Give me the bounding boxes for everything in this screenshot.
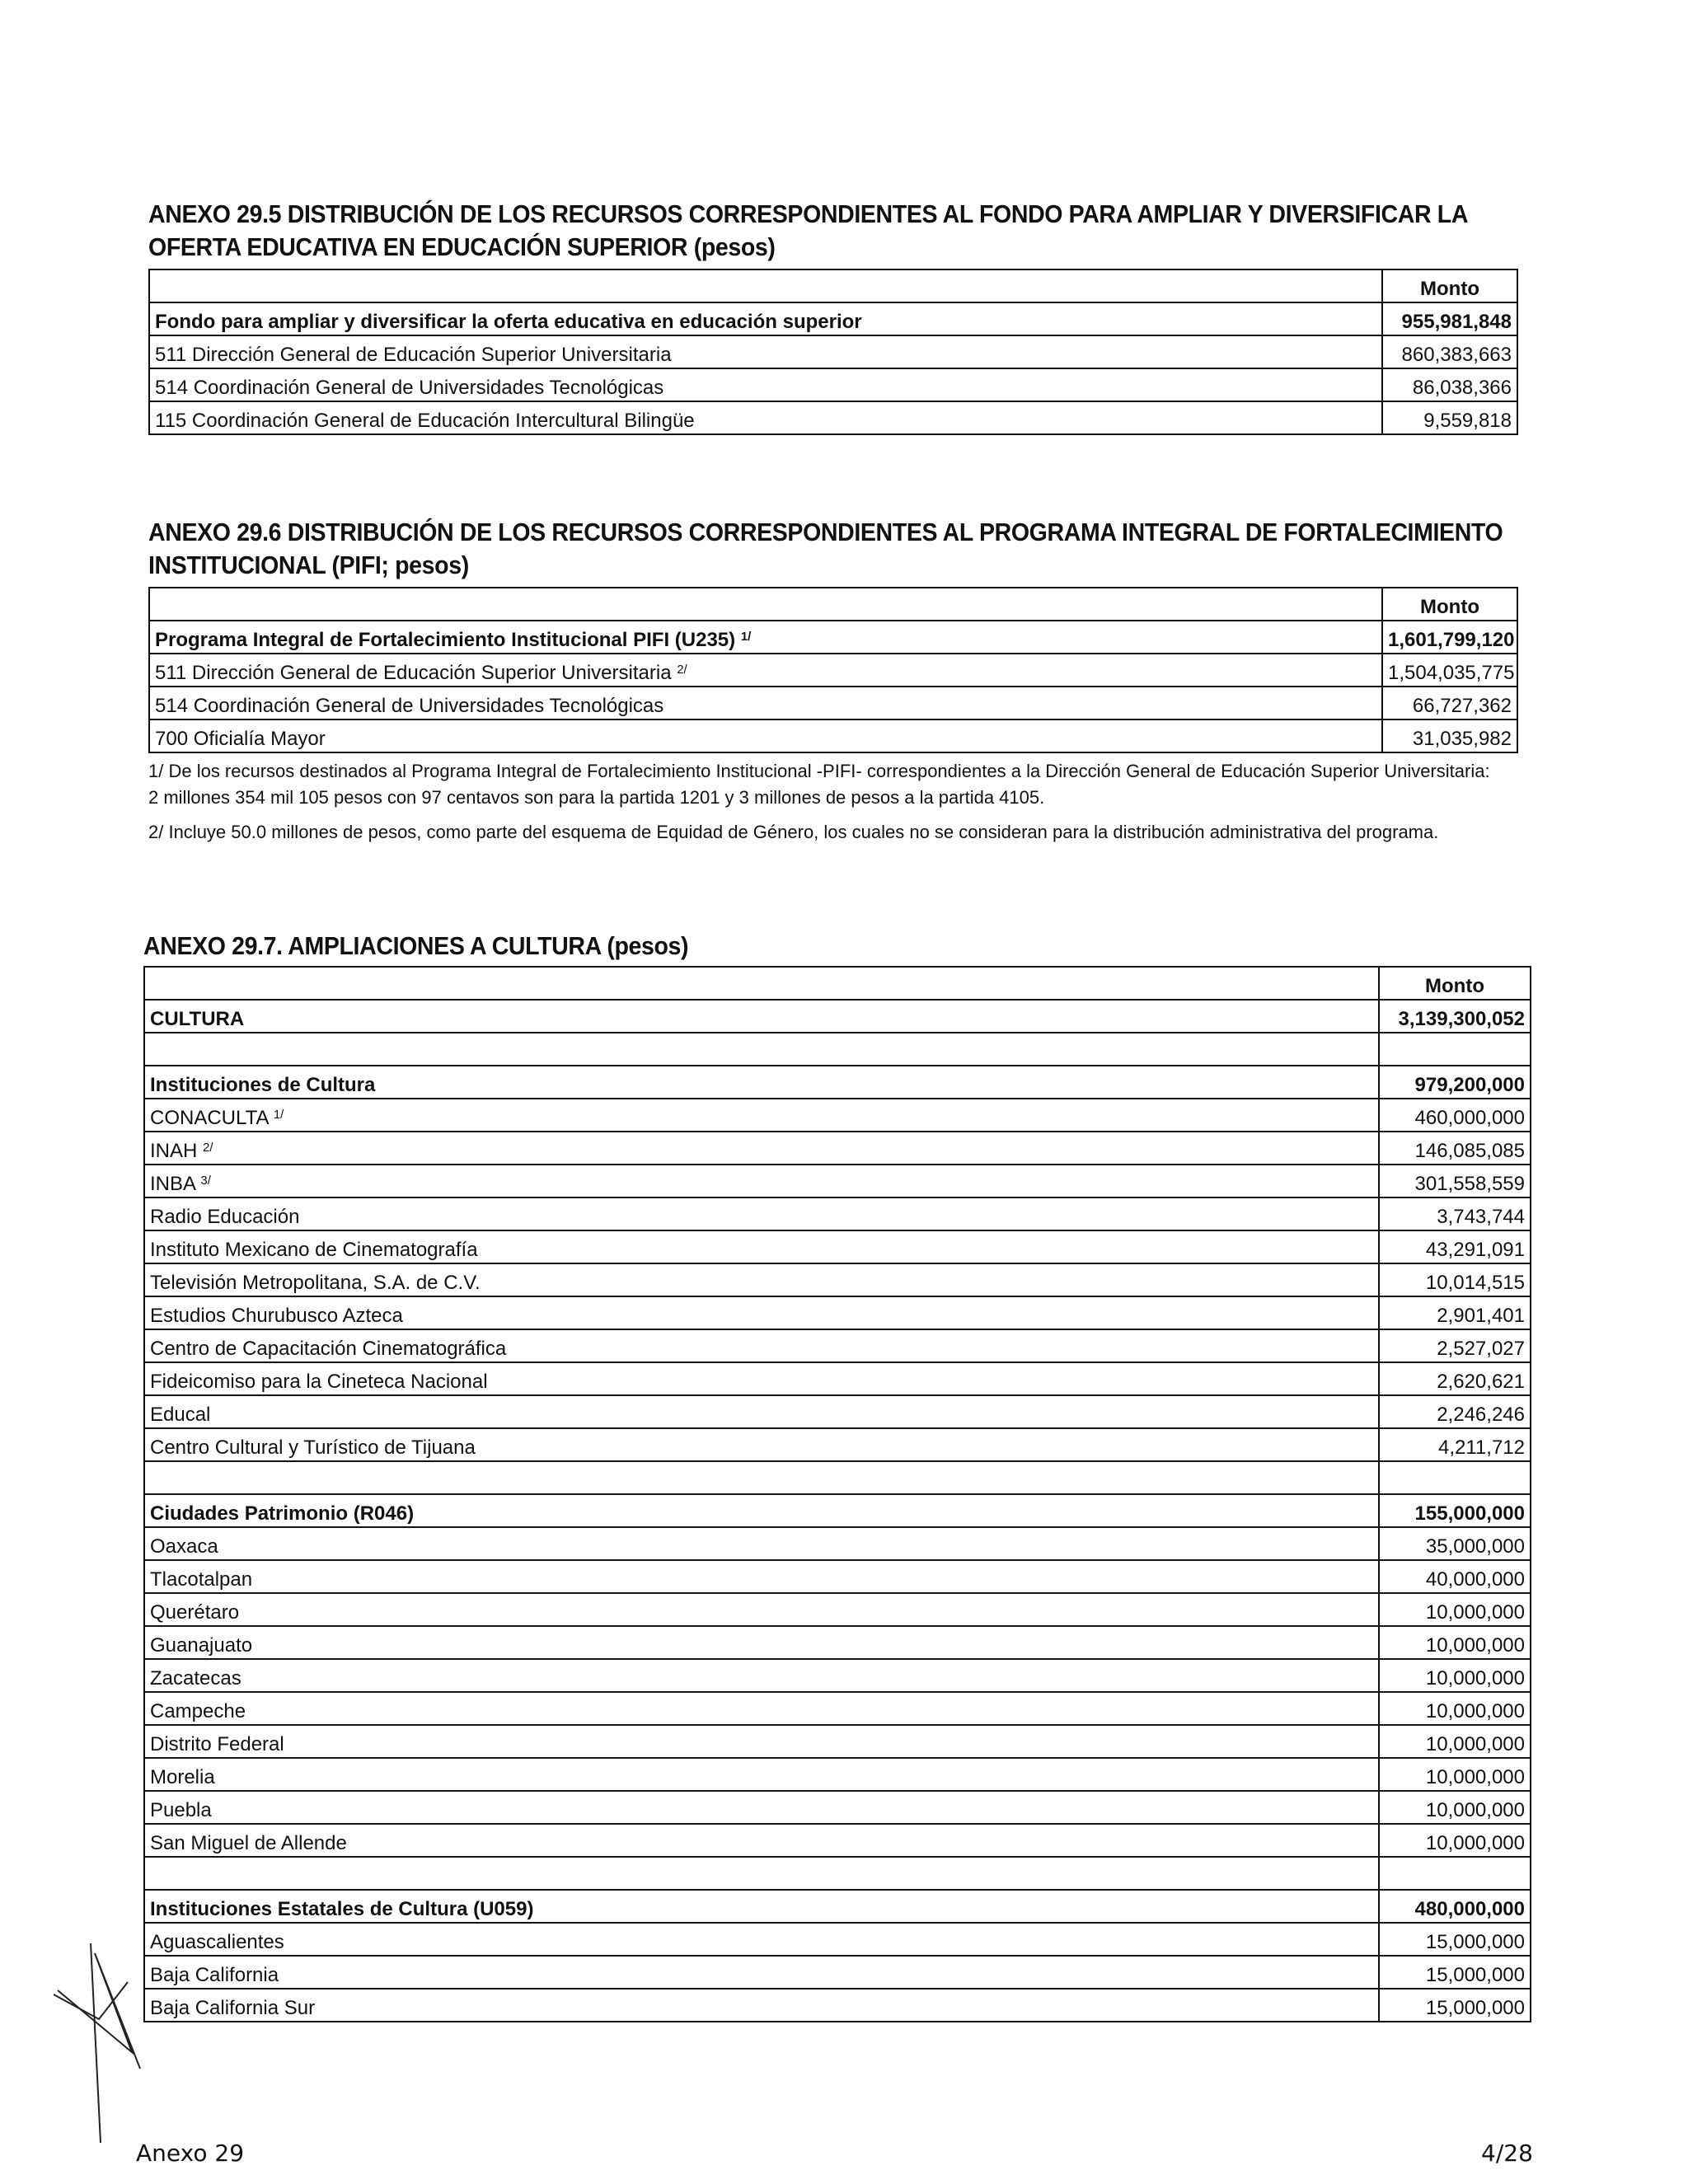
row-label [149, 719, 1382, 752]
row-amount: 955,981,848 [1382, 302, 1517, 335]
row-amount: 86,038,366 [1382, 368, 1517, 401]
row-label-text: Centro Cultural y Turístico de Tijuana [150, 1436, 476, 1459]
signature-mark [49, 1937, 148, 2159]
row-label [149, 401, 1382, 434]
row-label [144, 1296, 1379, 1329]
row-amount: 2,620,621 [1379, 1362, 1531, 1395]
row-label [144, 1230, 1379, 1263]
row-label [149, 621, 1382, 654]
row-label-text: Morelia [150, 1766, 215, 1788]
row-amount: 4,211,712 [1379, 1428, 1531, 1461]
table-row [144, 1165, 1531, 1197]
row-label [149, 302, 1382, 335]
table-row [144, 1626, 1531, 1659]
table-header-row [144, 967, 1531, 1000]
row-label-text: Distrito Federal [150, 1733, 284, 1755]
table-row [149, 719, 1517, 752]
table-row [144, 1956, 1531, 1989]
table-row [144, 1132, 1531, 1165]
table-row [144, 1362, 1531, 1395]
row-amount: 9,559,818 [1382, 401, 1517, 434]
row-amount: 460,000,000 [1379, 1099, 1531, 1132]
header-blank-cell [149, 269, 1382, 302]
row-amount: 10,000,000 [1379, 1659, 1531, 1692]
row-label [144, 1791, 1379, 1824]
row-amount: 2,246,246 [1379, 1395, 1531, 1428]
row-label [144, 1989, 1379, 2022]
row-label [144, 1395, 1379, 1428]
subtotal-row [144, 1066, 1531, 1099]
row-label-text: Zacatecas [150, 1667, 241, 1690]
row-label-text: 700 Oficialía Mayor [155, 728, 326, 750]
table-row [144, 1989, 1531, 2022]
row-label [144, 1626, 1379, 1659]
row-label [144, 1659, 1379, 1692]
row-label [144, 1560, 1379, 1593]
row-label [144, 1132, 1379, 1165]
table-row [144, 1099, 1531, 1132]
anexo-29-6-note-2: 2/ Incluye 50.0 millones de pesos, como parte del esquema de Equidad de Género, los cuales no se consideran para la distribución administrativa del programa. [148, 822, 1439, 842]
row-label-text: CONACULTA [150, 1107, 269, 1129]
row-label-text: Querétaro [150, 1601, 240, 1624]
row-amount: 10,000,000 [1379, 1725, 1531, 1758]
table-row [144, 1263, 1531, 1296]
table-row [149, 335, 1517, 368]
row-label-text: Televisión Metropolitana, S.A. de C.V. [150, 1272, 481, 1294]
anexo-29-5-section [148, 198, 1533, 435]
row-label [149, 335, 1382, 368]
row-label-text: CULTURA [150, 1008, 245, 1030]
footnote-marker: 1/ [740, 630, 752, 644]
row-amount: 10,000,000 [1379, 1593, 1531, 1626]
row-label [149, 368, 1382, 401]
row-amount: 35,000,000 [1379, 1527, 1531, 1560]
blank-row [144, 1857, 1531, 1890]
footnote-marker: 2/ [677, 663, 687, 677]
row-amount: 15,000,000 [1379, 1989, 1531, 2022]
row-label-text: Educal [150, 1404, 211, 1426]
row-amount: 10,000,000 [1379, 1626, 1531, 1659]
row-label [144, 1066, 1379, 1099]
row-label-text: Baja California Sur [150, 1997, 316, 2019]
row-amount: 1,601,799,120 [1382, 621, 1517, 654]
row-label-text: INBA [150, 1173, 195, 1195]
row-label-text: Estudios Churubusco Azteca [150, 1305, 403, 1327]
row-amount: 15,000,000 [1379, 1956, 1531, 1989]
row-amount: 979,200,000 [1379, 1066, 1531, 1099]
row-label-text: Instituciones de Cultura [150, 1074, 376, 1096]
row-label [144, 1263, 1379, 1296]
row-label-text: Tlacotalpan [150, 1568, 253, 1591]
column-header-monto: Monto [1382, 269, 1517, 302]
row-label-text: San Miguel de Allende [150, 1832, 347, 1854]
row-label [144, 1000, 1379, 1033]
row-label [144, 1692, 1379, 1725]
row-amount: 10,000,000 [1379, 1824, 1531, 1857]
subtotal-row [144, 1890, 1531, 1923]
row-label-text: Ciudades Patrimonio (R046) [150, 1502, 415, 1525]
table-row [149, 654, 1517, 687]
table-row [144, 1296, 1531, 1329]
table-row [144, 1527, 1531, 1560]
table-row [144, 1692, 1531, 1725]
table-row [149, 687, 1517, 719]
row-label-text: 511 Dirección General de Educación Superior Universitaria [155, 344, 672, 366]
anexo-29-7-title: ANEXO 29.7. AMPLIACIONES A CULTURA (pesos) [143, 931, 689, 960]
row-amount: 10,000,000 [1379, 1758, 1531, 1791]
subtotal-row [144, 1000, 1531, 1033]
row-label-text: Aguascalientes [150, 1931, 284, 1953]
row-amount: 10,000,000 [1379, 1791, 1531, 1824]
row-amount: 3,139,300,052 [1379, 1000, 1531, 1033]
row-label-text: Programa Integral de Fortalecimiento Institucional PIFI (U235) [155, 629, 736, 651]
row-amount: 40,000,000 [1379, 1560, 1531, 1593]
row-label-text: Fideicomiso para la Cineteca Nacional [150, 1371, 488, 1393]
table-row [144, 1329, 1531, 1362]
table-row [144, 1428, 1531, 1461]
row-amount: 10,000,000 [1379, 1692, 1531, 1725]
row-amount: 146,085,085 [1379, 1132, 1531, 1165]
anexo-29-7-table [143, 966, 1531, 2022]
row-label [144, 1461, 1379, 1494]
footer-page-number: 4/28 [1481, 2139, 1533, 2167]
row-label [144, 1494, 1379, 1527]
blank-row [144, 1461, 1531, 1494]
row-label-text: Radio Educación [150, 1206, 300, 1228]
anexo-29-5-title: ANEXO 29.5 DISTRIBUCIÓN DE LOS RECURSOS CORRESPONDIENTES AL FONDO PARA AMPLIAR Y DIVERSIFICAR LA OFERTA EDUCATIVA EN EDUCACIÓN SUPERIOR (pesos) [148, 199, 1468, 261]
row-label [144, 1923, 1379, 1956]
table-row [144, 1395, 1531, 1428]
table-row [144, 1758, 1531, 1791]
row-label [144, 1890, 1379, 1923]
row-amount: 480,000,000 [1379, 1890, 1531, 1923]
anexo-29-6-note-1: 1/ De los recursos destinados al Programa Integral de Fortalecimiento Institucional -PIFI- correspondientes a la Dirección General de Educación Superior Universitaria: 2 millones 354 mil 105 pesos con 97 centavos son para la partida 1201 y 3 millones de pesos a la partida 4105. [148, 761, 1490, 808]
row-label [144, 1824, 1379, 1857]
row-label [144, 1165, 1379, 1197]
table-header-row [149, 269, 1517, 302]
row-amount: 3,743,744 [1379, 1197, 1531, 1230]
row-amount: 2,901,401 [1379, 1296, 1531, 1329]
row-amount [1379, 1857, 1531, 1890]
row-label-text: INAH [150, 1140, 198, 1162]
anexo-29-5-table [148, 269, 1518, 435]
row-label [144, 1593, 1379, 1626]
footnote-marker: 1/ [273, 1108, 284, 1122]
row-label-text: Guanajuato [150, 1634, 253, 1657]
row-label [144, 1329, 1379, 1362]
anexo-29-6-table [148, 587, 1518, 753]
row-label [144, 1857, 1379, 1890]
anexo-29-6-section [148, 516, 1533, 846]
row-label-text: Fondo para ampliar y diversificar la oferta educativa en educación superior [155, 311, 862, 333]
subtotal-row [144, 1494, 1531, 1527]
table-row [144, 1824, 1531, 1857]
row-amount: 15,000,000 [1379, 1923, 1531, 1956]
row-label-text: Oaxaca [150, 1535, 218, 1558]
row-label [144, 1758, 1379, 1791]
row-amount: 10,014,515 [1379, 1263, 1531, 1296]
table-row [144, 1659, 1531, 1692]
footnote-marker: 3/ [200, 1174, 211, 1188]
row-amount: 860,383,663 [1382, 335, 1517, 368]
row-label [144, 1033, 1379, 1066]
footer-annex-label: Anexo 29 [136, 2139, 245, 2167]
table-row [144, 1560, 1531, 1593]
row-label-text: Instituto Mexicano de Cinematografía [150, 1239, 478, 1261]
table-header-row [149, 588, 1517, 621]
row-label [149, 654, 1382, 687]
header-blank-cell [144, 967, 1379, 1000]
blank-row [144, 1033, 1531, 1066]
table-row [144, 1791, 1531, 1824]
anexo-29-6-title: ANEXO 29.6 DISTRIBUCIÓN DE LOS RECURSOS CORRESPONDIENTES AL PROGRAMA INTEGRAL DE FORTALECIMIENTO INSTITUCIONAL (PIFI; pesos) [148, 518, 1503, 579]
row-amount: 66,727,362 [1382, 687, 1517, 719]
row-amount: 43,291,091 [1379, 1230, 1531, 1263]
subtotal-row [149, 621, 1517, 654]
row-label-text: 514 Coordinación General de Universidades Tecnológicas [155, 377, 664, 399]
table-row [144, 1197, 1531, 1230]
row-label [144, 1527, 1379, 1560]
row-label-text: Baja California [150, 1964, 279, 1986]
footnote-marker: 2/ [203, 1141, 213, 1155]
row-label-text: 511 Dirección General de Educación Superior Universitaria [155, 662, 672, 684]
subtotal-row [149, 302, 1517, 335]
row-amount [1379, 1461, 1531, 1494]
header-blank-cell [149, 588, 1382, 621]
row-label-text: Puebla [150, 1799, 212, 1821]
row-label [144, 1362, 1379, 1395]
row-label [149, 687, 1382, 719]
table-row [144, 1230, 1531, 1263]
column-header-monto: Monto [1379, 967, 1531, 1000]
table-row [144, 1593, 1531, 1626]
row-label-text: 115 Coordinación General de Educación Intercultural Bilingüe [155, 410, 695, 432]
row-label-text: Instituciones Estatales de Cultura (U059) [150, 1898, 534, 1920]
row-label [144, 1197, 1379, 1230]
row-amount: 301,558,559 [1379, 1165, 1531, 1197]
row-amount [1379, 1033, 1531, 1066]
row-amount: 1,504,035,775 [1382, 654, 1517, 687]
row-label-text: Centro de Capacitación Cinematográfica [150, 1338, 507, 1360]
row-label [144, 1725, 1379, 1758]
row-label-text: Campeche [150, 1700, 246, 1722]
anexo-29-7-section [143, 930, 1528, 2022]
row-label [144, 1956, 1379, 1989]
row-amount: 155,000,000 [1379, 1494, 1531, 1527]
table-row [149, 401, 1517, 434]
table-row [144, 1725, 1531, 1758]
table-row [149, 368, 1517, 401]
row-label [144, 1428, 1379, 1461]
column-header-monto: Monto [1382, 588, 1517, 621]
row-amount: 31,035,982 [1382, 719, 1517, 752]
row-amount: 2,527,027 [1379, 1329, 1531, 1362]
row-label [144, 1099, 1379, 1132]
table-row [144, 1923, 1531, 1956]
row-label-text: 514 Coordinación General de Universidades Tecnológicas [155, 695, 664, 717]
